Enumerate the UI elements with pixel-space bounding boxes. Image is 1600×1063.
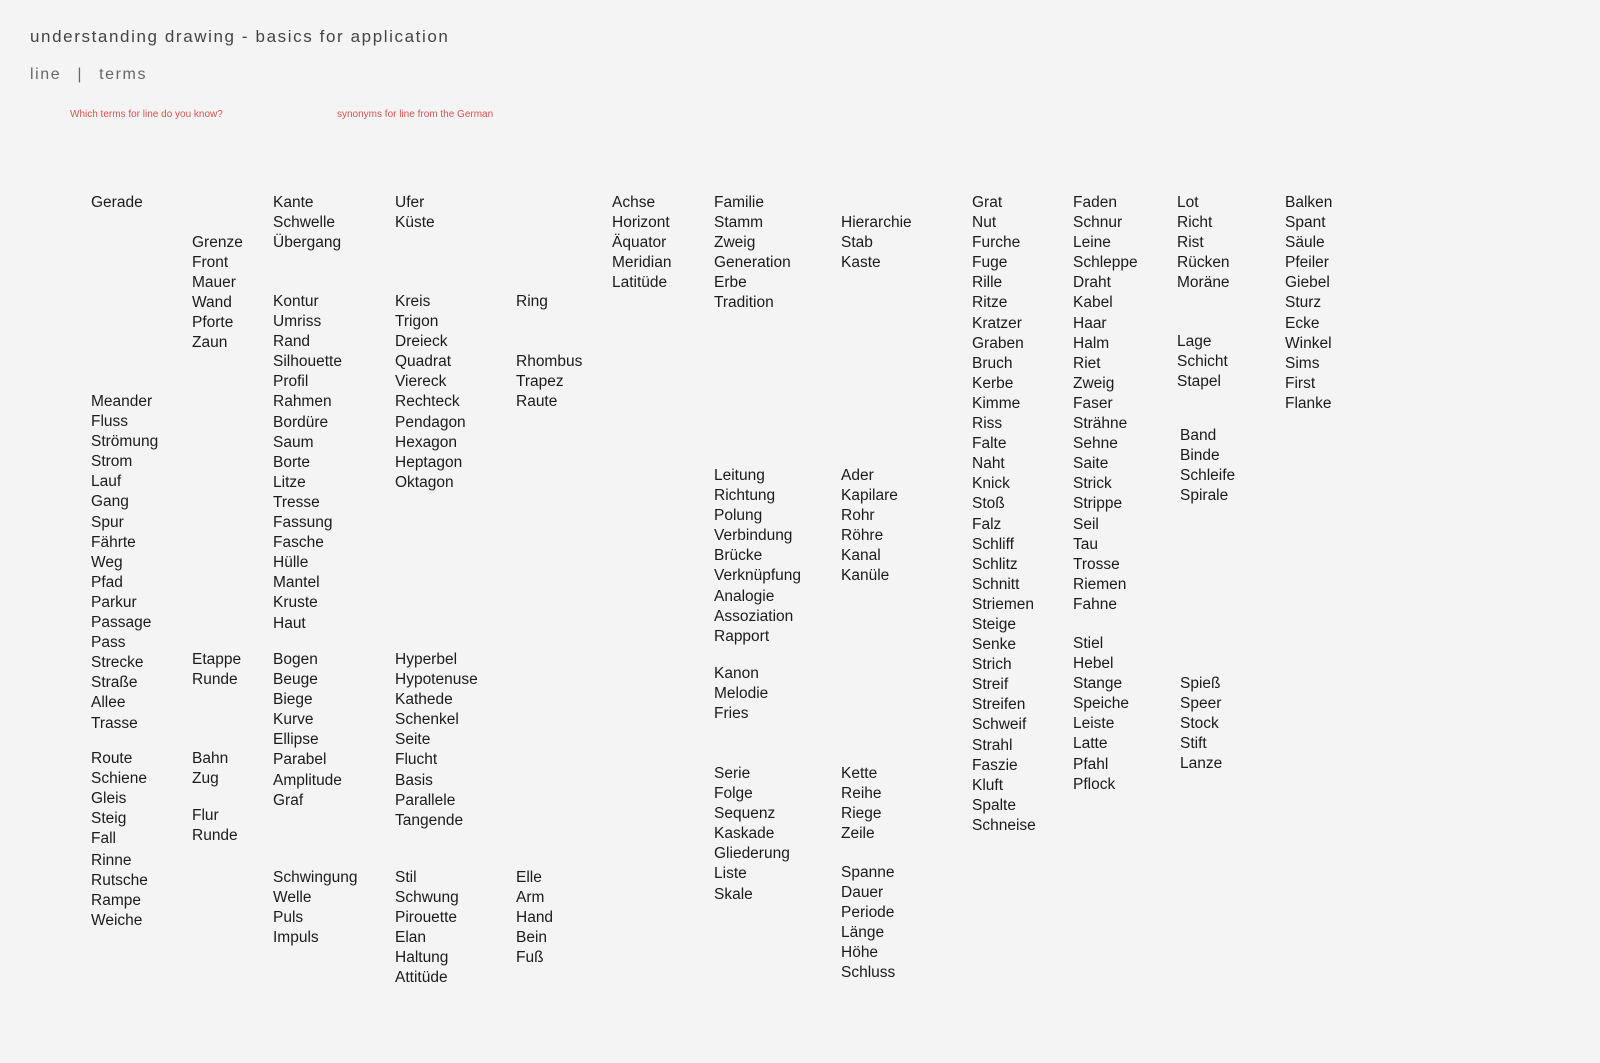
term: Dauer — [841, 884, 884, 902]
term: Binde — [1180, 447, 1220, 465]
term: Falz — [972, 515, 1002, 533]
term: Flanke — [1285, 394, 1332, 412]
word-group — [1180, 674, 1222, 774]
term: Impuls — [273, 929, 319, 947]
word-group — [192, 233, 243, 354]
term: Haut — [273, 614, 306, 632]
term: Grenze — [192, 234, 243, 251]
word-group — [841, 764, 882, 844]
term: Spur — [91, 513, 124, 531]
term: Gerade — [91, 194, 143, 211]
term: Pass — [91, 634, 126, 652]
term: Lage — [1177, 333, 1212, 350]
term: Hyperbel — [395, 651, 458, 668]
term: Schiene — [91, 770, 148, 788]
term: Übergang — [273, 234, 342, 252]
term: Litze — [273, 473, 306, 491]
term: Strähne — [1073, 415, 1128, 433]
term: Grat — [972, 194, 1003, 211]
term: Quadrat — [395, 353, 452, 371]
term: Naht — [972, 455, 1005, 473]
word-group — [714, 764, 790, 905]
term: Fall — [91, 830, 116, 848]
term: Rohr — [841, 507, 875, 525]
term: Brücke — [714, 547, 763, 565]
word-group — [91, 851, 148, 931]
term: Streif — [972, 676, 1009, 694]
term: Mantel — [273, 574, 320, 592]
term: Zweig — [714, 234, 756, 252]
term: Lauf — [91, 473, 122, 491]
term: Kratzer — [972, 314, 1022, 332]
term: Haar — [1073, 314, 1107, 332]
term: Passage — [91, 614, 152, 632]
term: Äquator — [612, 234, 667, 252]
term: Elan — [395, 929, 427, 947]
term: Liste — [714, 865, 747, 883]
term: Wand — [192, 294, 232, 312]
term: Länge — [841, 924, 885, 942]
term: Tradition — [714, 294, 774, 312]
term: Hypotenuse — [395, 671, 478, 689]
word-group — [1177, 193, 1230, 293]
term: Giebel — [1285, 274, 1330, 292]
synonyms-note: synonyms for line from the German — [337, 109, 494, 120]
term: Bordüre — [273, 413, 329, 431]
term: Kanüle — [841, 567, 890, 585]
term: Zweig — [1073, 374, 1115, 392]
term: Steig — [91, 810, 127, 828]
term: Haltung — [395, 949, 449, 967]
term: Strippe — [1073, 495, 1123, 513]
term: Stange — [1073, 675, 1123, 693]
word-group — [841, 213, 912, 273]
term: Trigon — [395, 313, 439, 331]
word-group — [516, 292, 548, 312]
term: Schnitt — [972, 575, 1020, 593]
term: Säule — [1285, 234, 1325, 252]
term: Bruch — [972, 354, 1013, 372]
term: Parabel — [273, 751, 327, 769]
word-group — [1177, 332, 1228, 392]
term: Runde — [192, 671, 238, 689]
term: Strömung — [91, 433, 159, 451]
term: Umriss — [273, 313, 322, 331]
word-group — [395, 292, 466, 493]
word-group — [1180, 426, 1235, 506]
term: Allee — [91, 694, 126, 712]
term: Trapez — [516, 373, 564, 391]
term: Viereck — [395, 373, 447, 391]
term: Rechteck — [395, 393, 460, 411]
term: Spalte — [972, 796, 1016, 814]
term: Schicht — [1177, 353, 1228, 371]
term: Parallele — [395, 791, 456, 809]
term: Leine — [1073, 234, 1111, 252]
term: Tresse — [273, 493, 320, 511]
term: Stab — [841, 234, 873, 252]
term: Kanon — [714, 665, 759, 682]
term: Schliff — [972, 535, 1014, 553]
term: Lanze — [1180, 755, 1223, 773]
term: Streifen — [972, 696, 1026, 714]
term: Latitüde — [612, 274, 668, 292]
term: Bogen — [273, 651, 318, 668]
term: Schwingung — [273, 869, 358, 886]
term: Striemen — [972, 595, 1035, 613]
term: Latte — [1073, 735, 1108, 753]
question-note: Which terms for line do you know? — [70, 109, 223, 120]
term: Faszie — [972, 756, 1018, 774]
word-group — [972, 193, 1036, 836]
term: Achse — [612, 194, 656, 211]
term: Kette — [841, 765, 878, 782]
term: Kaste — [841, 254, 881, 272]
word-group — [714, 193, 791, 314]
term: Rinne — [91, 852, 132, 869]
section-label: line — [30, 66, 62, 83]
term: Horizont — [612, 214, 670, 232]
term: Schwelle — [273, 214, 336, 232]
term: Strecke — [91, 654, 144, 672]
subtitle — [30, 66, 147, 84]
term: Generation — [714, 254, 791, 272]
term: Pirouette — [395, 909, 458, 927]
word-group — [273, 868, 357, 948]
word-group — [841, 466, 898, 587]
term: Assoziation — [714, 607, 794, 625]
term: Elle — [516, 869, 542, 886]
term: Schneise — [972, 816, 1036, 834]
term: Fries — [714, 705, 749, 723]
term: Stoß — [972, 495, 1005, 513]
term: Graben — [972, 334, 1024, 352]
term: Analogie — [714, 587, 775, 605]
term: Schenkel — [395, 711, 459, 729]
term: Spieß — [1180, 675, 1221, 692]
word-group — [192, 749, 228, 789]
term: Basis — [395, 771, 433, 789]
term: Leiste — [1073, 715, 1115, 733]
term: Röhre — [841, 527, 884, 545]
page-title: understanding drawing - basics for application — [30, 27, 450, 46]
word-group — [714, 664, 768, 724]
term: Furche — [972, 234, 1021, 252]
term: Flur — [192, 807, 219, 824]
term: Richtung — [714, 487, 776, 505]
term: Gliederung — [714, 845, 790, 863]
term: Rille — [972, 274, 1003, 292]
term: Ader — [841, 467, 874, 484]
term: Faser — [1073, 394, 1113, 412]
term: Etappe — [192, 651, 242, 668]
term: Ellipse — [273, 731, 319, 749]
term: Strahl — [972, 736, 1013, 754]
term: Rist — [1177, 234, 1204, 252]
term: Steige — [972, 615, 1016, 633]
term: Band — [1180, 427, 1217, 444]
term: Periode — [841, 904, 895, 922]
word-group — [841, 863, 895, 984]
term: Beuge — [273, 671, 318, 689]
term: Profil — [273, 373, 309, 391]
term: Spanne — [841, 864, 895, 881]
term: Riss — [972, 415, 1003, 433]
term: Kurve — [273, 711, 314, 729]
term: Fasche — [273, 534, 324, 552]
term: Speiche — [1073, 695, 1130, 713]
word-group — [612, 193, 671, 293]
word-group — [516, 352, 582, 412]
word-group — [91, 749, 147, 849]
term: Faden — [1073, 194, 1117, 211]
term: Nut — [972, 214, 997, 232]
term: Kreis — [395, 293, 431, 310]
term: Fahne — [1073, 595, 1117, 613]
term: Riet — [1073, 354, 1101, 372]
term: First — [1285, 374, 1316, 392]
word-group — [395, 650, 478, 831]
term: Reihe — [841, 785, 882, 803]
term: Schleife — [1180, 467, 1236, 485]
term: Spant — [1285, 214, 1326, 232]
term: Rahmen — [273, 393, 332, 411]
term: Stock — [1180, 715, 1219, 733]
term: Winkel — [1285, 334, 1332, 352]
term: Meander — [91, 393, 153, 410]
term: Pfad — [91, 573, 123, 591]
term: Halm — [1073, 334, 1110, 352]
term: Ring — [516, 293, 548, 310]
term: Parkur — [91, 593, 137, 611]
term: Kanal — [841, 547, 881, 565]
term: Stil — [395, 869, 417, 886]
term: Kruste — [273, 594, 318, 612]
term: Ufer — [395, 194, 425, 211]
term: Stift — [1180, 735, 1207, 753]
term: Fassung — [273, 514, 333, 532]
term: Saum — [273, 433, 314, 451]
term: Kerbe — [972, 374, 1014, 392]
term: Kabel — [1073, 294, 1113, 312]
word-group — [273, 292, 342, 634]
term: Kontur — [273, 293, 319, 310]
term: Sturz — [1285, 294, 1322, 312]
term: Hand — [516, 909, 554, 927]
term: Skale — [714, 885, 753, 903]
term: Kluft — [972, 776, 1004, 794]
term: Schwung — [395, 889, 459, 907]
term: Verbindung — [714, 527, 793, 545]
term: Fuß — [516, 949, 544, 967]
term: Hülle — [273, 554, 309, 572]
term: Sims — [1285, 354, 1320, 372]
term: Weiche — [91, 912, 143, 930]
word-group — [395, 193, 435, 233]
term: Sequenz — [714, 805, 776, 823]
term: Riege — [841, 805, 882, 823]
term: Rand — [273, 333, 311, 351]
term: Flucht — [395, 751, 438, 769]
term: Silhouette — [273, 353, 342, 371]
term: Fuge — [972, 254, 1008, 272]
term: Senke — [972, 636, 1016, 654]
term: Borte — [273, 453, 311, 471]
term: Folge — [714, 785, 753, 803]
term: Pfeiler — [1285, 254, 1329, 272]
term: Rutsche — [91, 872, 148, 890]
term: Schweif — [972, 716, 1027, 734]
term: Strick — [1073, 475, 1112, 493]
term: Dreieck — [395, 333, 448, 351]
term: Schluss — [841, 964, 896, 982]
term: Seite — [395, 731, 431, 749]
term: Zaun — [192, 334, 228, 352]
term: Stiel — [1073, 635, 1104, 652]
word-group — [516, 868, 553, 968]
term: Erbe — [714, 274, 747, 292]
term: Attitüde — [395, 969, 448, 987]
term: Kaskade — [714, 825, 775, 843]
term: Rampe — [91, 892, 141, 910]
word-group — [91, 392, 158, 734]
term: Mauer — [192, 274, 236, 292]
word-group — [1073, 193, 1138, 615]
term: Zug — [192, 770, 219, 788]
term: Schlitz — [972, 555, 1018, 573]
term: Pendagon — [395, 413, 466, 431]
term: Amplitude — [273, 771, 342, 789]
term: Rapport — [714, 627, 770, 645]
word-group — [1285, 193, 1332, 414]
term: Höhe — [841, 944, 879, 962]
term: Pfahl — [1073, 755, 1109, 773]
term: Riemen — [1073, 575, 1127, 593]
term: Meridian — [612, 254, 672, 272]
term: Fährte — [91, 533, 136, 551]
term: Route — [91, 750, 133, 767]
term: Schleppe — [1073, 254, 1138, 272]
term: Oktagon — [395, 473, 454, 491]
term: Lot — [1177, 194, 1199, 211]
term: Hebel — [1073, 655, 1114, 673]
term: Seil — [1073, 515, 1099, 533]
term: Raute — [516, 393, 558, 411]
term: Balken — [1285, 194, 1333, 211]
term: Richt — [1177, 214, 1213, 232]
term: Stapel — [1177, 373, 1221, 391]
term: Arm — [516, 889, 545, 907]
term: Strom — [91, 453, 133, 471]
term: Hexagon — [395, 433, 458, 451]
term: Serie — [714, 765, 751, 782]
word-group — [192, 650, 241, 690]
term: Speer — [1180, 695, 1222, 713]
term: Tau — [1073, 535, 1098, 553]
term: Trasse — [91, 714, 138, 732]
term: Front — [192, 254, 229, 272]
term: Welle — [273, 889, 312, 907]
term: Bahn — [192, 750, 229, 767]
term: Stamm — [714, 214, 764, 232]
term: Pforte — [192, 314, 234, 332]
word-group — [273, 193, 341, 253]
word-group — [192, 806, 238, 846]
term: Moräne — [1177, 274, 1230, 292]
term: Melodie — [714, 685, 769, 703]
term: Hierarchie — [841, 214, 912, 231]
term: Schnur — [1073, 214, 1123, 232]
word-group — [91, 193, 143, 213]
term: Biege — [273, 691, 313, 709]
word-group — [714, 466, 801, 647]
term: Kapilare — [841, 487, 898, 505]
term: Pflock — [1073, 775, 1116, 793]
term: Fluss — [91, 413, 129, 431]
term: Rücken — [1177, 254, 1230, 272]
term: Knick — [972, 475, 1010, 493]
term: Weg — [91, 553, 123, 571]
term: Falte — [972, 435, 1007, 453]
term: Straße — [91, 674, 138, 692]
term: Runde — [192, 827, 238, 845]
term: Strich — [972, 656, 1012, 674]
topic-label: terms — [99, 66, 148, 83]
term: Draht — [1073, 274, 1111, 292]
term: Kimme — [972, 394, 1021, 412]
term: Küste — [395, 214, 435, 232]
term: Tangende — [395, 811, 464, 829]
term: Kante — [273, 194, 314, 211]
term: Graf — [273, 791, 304, 809]
word-group — [395, 868, 459, 989]
term: Heptagon — [395, 453, 463, 471]
word-group — [273, 650, 342, 811]
term: Familie — [714, 194, 764, 211]
term: Trosse — [1073, 555, 1120, 573]
term: Sehne — [1073, 435, 1118, 453]
term: Polung — [714, 507, 763, 525]
term: Saite — [1073, 455, 1109, 473]
term: Puls — [273, 909, 304, 927]
word-group — [1073, 634, 1129, 795]
term: Gang — [91, 493, 129, 511]
term: Gleis — [91, 790, 127, 808]
term: Ecke — [1285, 314, 1320, 332]
term: Kathede — [395, 691, 453, 709]
term: Verknüpfung — [714, 567, 802, 585]
separator: | — [77, 66, 84, 83]
term: Spirale — [1180, 487, 1229, 505]
term: Leitung — [714, 467, 765, 484]
term: Zeile — [841, 825, 875, 843]
term: Ritze — [972, 294, 1008, 312]
term: Bein — [516, 929, 548, 947]
term: Rhombus — [516, 353, 583, 370]
